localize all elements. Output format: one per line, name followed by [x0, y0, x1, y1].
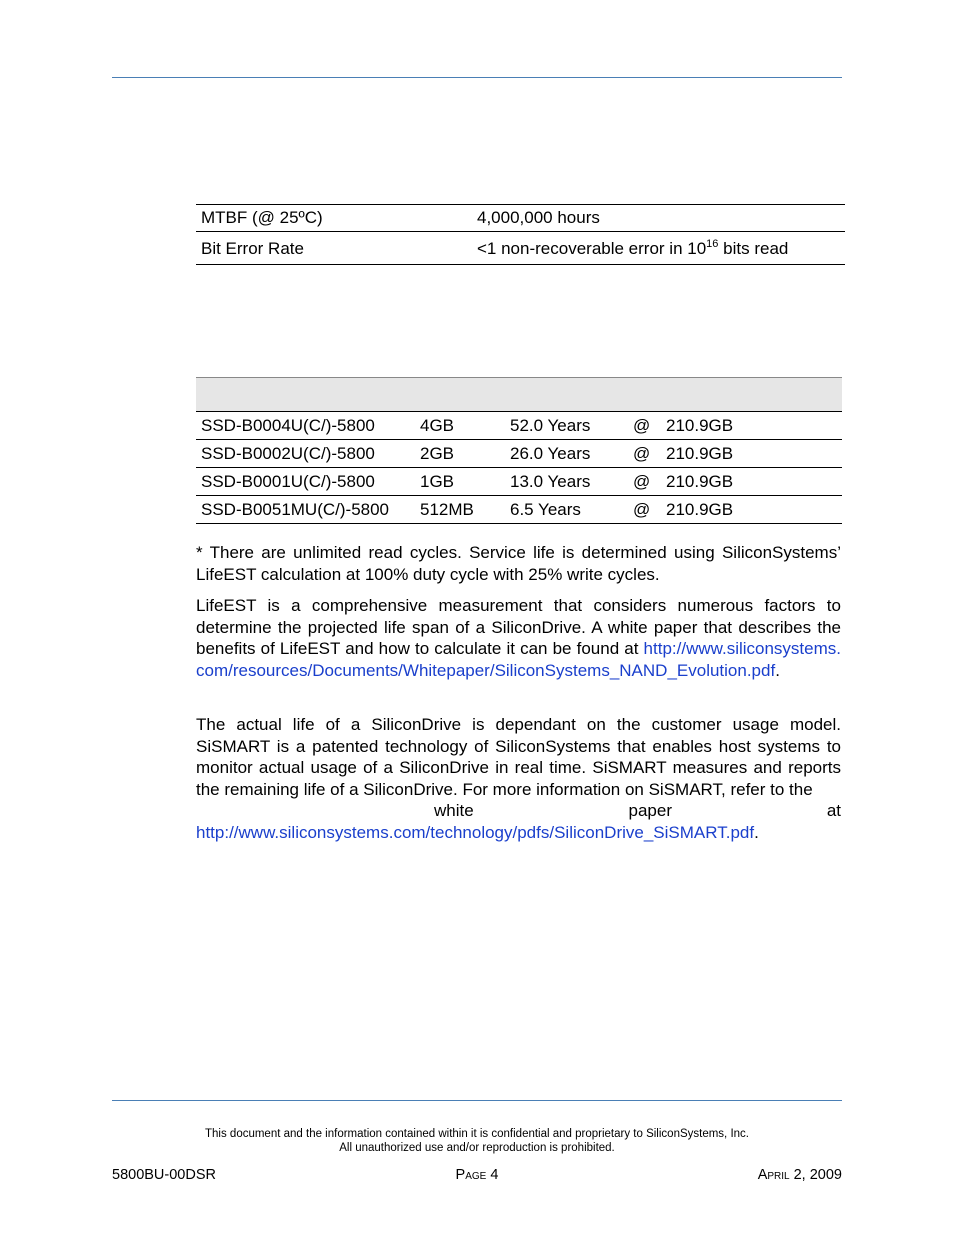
ber-exponent: 16 — [706, 237, 719, 250]
capacity-cell: 2GB — [415, 440, 505, 468]
lifeest-end: . — [775, 660, 780, 680]
sismart-paragraph — [196, 714, 841, 843]
table-row — [196, 205, 845, 232]
reliability-table — [196, 204, 845, 265]
doc-number: 5800BU-00DSR — [112, 1167, 216, 1183]
table-row — [196, 232, 845, 265]
at-cell: @ — [628, 468, 661, 496]
model-cell: SSD-B0002U(C/)-5800 — [196, 440, 415, 468]
table-row — [196, 440, 842, 468]
model-cell: SSD-B0004U(C/)-5800 — [196, 412, 415, 440]
header-rule — [112, 77, 842, 78]
table-row — [196, 496, 842, 524]
table-row — [196, 412, 842, 440]
footnote-paragraph: * There are unlimited read cycles. Service life is determined using SiliconSystems’ LifeEST calculation at 100% duty cycle with 25% write cycles. — [196, 543, 841, 584]
per-day-cell: 210.9GB — [661, 412, 842, 440]
capacity-cell: 512MB — [415, 496, 505, 524]
sismart-whitepaper-link[interactable]: http://www.siliconsystems.com/technology/pdfs/SiliconDrive_SiSMART.pdf — [196, 822, 755, 842]
confidential-line-2: All unauthorized use and/or reproduction is prohibited. — [339, 1141, 615, 1154]
sismart-line — [196, 800, 841, 822]
ber-value — [472, 232, 845, 265]
doc-date: April 2, 2009 — [757, 1167, 842, 1183]
years-cell: 13.0 Years — [505, 468, 628, 496]
ber-value-prefix: <1 non-recoverable error in 10 — [477, 238, 707, 258]
sismart-end: . — [754, 822, 759, 842]
at-cell: @ — [628, 440, 661, 468]
at-cell: @ — [628, 412, 661, 440]
model-cell: SSD-B0001U(C/)-5800 — [196, 468, 415, 496]
header-cell — [196, 378, 842, 412]
lifeest-whitepaper-link[interactable]: http://www.siliconsystems.com/resources/Documents/Whitepaper/SiliconSystems_NAND_Evolution.pdf — [196, 639, 841, 680]
service-life-table — [196, 377, 842, 524]
confidential-notice — [0, 1128, 954, 1155]
capacity-cell: 1GB — [415, 468, 505, 496]
table-row — [196, 468, 842, 496]
ber-value-suffix: bits read — [718, 238, 789, 258]
years-cell: 26.0 Years — [505, 440, 628, 468]
per-day-cell: 210.9GB — [661, 496, 842, 524]
model-cell: SSD-B0051MU(C/)-5800 — [196, 496, 415, 524]
sismart-text: The actual life of a SiliconDrive is dependant on the customer usage model. SiSMART is a patented technology of SiliconSystems that enables host systems to monitor actual usage of a SiliconDrive in real time. SiSMART measures and reports the remaining life of a SiliconDrive. For more information on SiSMART, refer to the — [196, 715, 841, 799]
capacity-cell: 4GB — [415, 412, 505, 440]
ber-label: Bit Error Rate — [196, 232, 472, 265]
mtbf-value: 4,000,000 hours — [472, 205, 845, 232]
per-day-cell: 210.9GB — [661, 440, 842, 468]
years-cell: 6.5 Years — [505, 496, 628, 524]
at-cell: @ — [628, 496, 661, 524]
mtbf-label: MTBF (@ 25ºC) — [196, 205, 472, 232]
footer-rule — [112, 1100, 842, 1101]
per-day-cell: 210.9GB — [661, 468, 842, 496]
lifeest-paragraph — [196, 595, 841, 681]
years-cell: 52.0 Years — [505, 412, 628, 440]
page-number: Page 4 — [455, 1167, 499, 1183]
lifeest-text: LifeEST is a comprehensive measurement that considers numerous factors to determine the projected life span of a SiliconDrive. A white paper that describes the benefits of LifeEST and how to calculate it can be found at — [196, 596, 841, 658]
confidential-line-1: This document and the information contained within it is confidential and proprietary to SiliconSystems, Inc. — [205, 1128, 749, 1140]
sismart-text-2: white paper at — [434, 801, 841, 820]
table-header-row — [196, 378, 842, 412]
